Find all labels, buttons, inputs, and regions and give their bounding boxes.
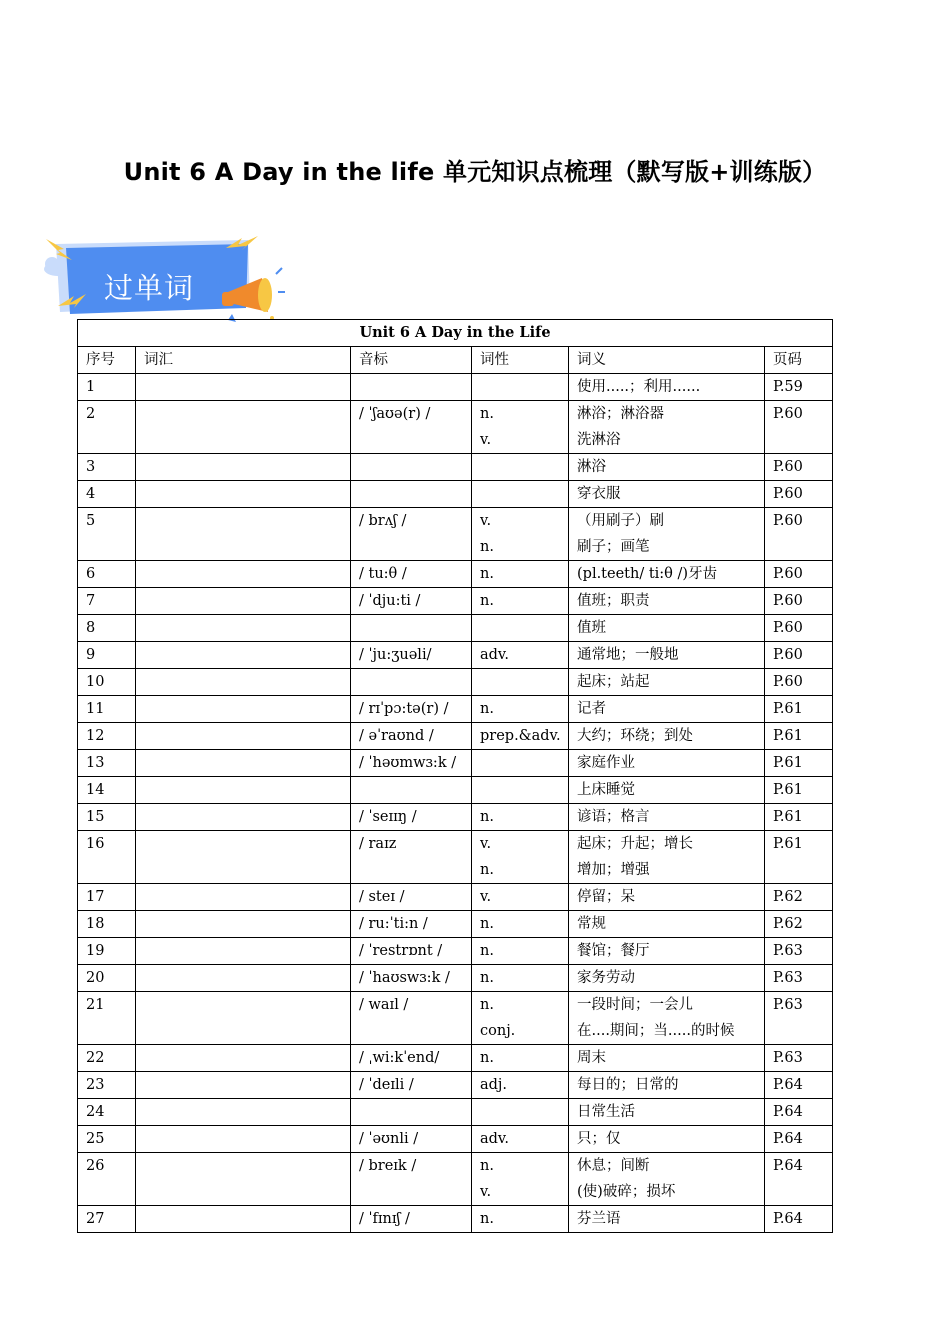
cell-meaning-line: 日常生活	[577, 1104, 635, 1120]
cell-meaning	[569, 965, 765, 992]
cell-meaning	[569, 481, 765, 508]
cell-meaning	[569, 454, 765, 481]
cell-number: 26	[78, 1153, 136, 1206]
cell-number: 18	[78, 911, 136, 938]
cell-page: P.63	[765, 965, 833, 992]
cell-word	[136, 1153, 351, 1206]
cell-word	[136, 1099, 351, 1126]
cell-meaning	[569, 938, 765, 965]
table-row	[78, 508, 833, 561]
cell-meaning	[569, 750, 765, 777]
cell-phonetic: / ˈdeɪli /	[351, 1072, 472, 1099]
cell-part-of-speech	[472, 374, 569, 401]
cell-meaning-line: 值班	[577, 620, 606, 636]
cell-number: 24	[78, 1099, 136, 1126]
section-banner	[36, 234, 286, 326]
cell-page: P.60	[765, 588, 833, 615]
cell-part-of-speech	[472, 1099, 569, 1126]
cell-meaning-line: 淋浴	[577, 459, 606, 475]
cell-page: P.61	[765, 723, 833, 750]
cell-phonetic: / ˌwi:kˈend/	[351, 1045, 472, 1072]
cell-meaning-line: （用刷子）刷	[577, 513, 664, 529]
cell-phonetic: / tu:θ /	[351, 561, 472, 588]
cell-word	[136, 508, 351, 561]
cell-meaning-line: 使用.....；利用......	[577, 379, 701, 395]
cell-number: 27	[78, 1206, 136, 1233]
table-row	[78, 884, 833, 911]
cell-number: 9	[78, 642, 136, 669]
cell-part-of-speech	[472, 454, 569, 481]
cell-phonetic: / ˈhaʊswɜ:k /	[351, 965, 472, 992]
table-row	[78, 481, 833, 508]
cell-page: P.63	[765, 938, 833, 965]
cell-part-of-speech	[472, 508, 569, 561]
cell-page: P.62	[765, 884, 833, 911]
cell-word	[136, 454, 351, 481]
cell-meaning-line: 家务劳动	[577, 970, 635, 986]
cell-meaning-line: 淋浴；淋浴器	[577, 406, 664, 422]
cell-part-of-speech	[472, 669, 569, 696]
cell-number: 2	[78, 401, 136, 454]
cell-part-of-speech-line: v.	[480, 836, 492, 852]
table-row	[78, 1153, 833, 1206]
cell-word	[136, 1072, 351, 1099]
cell-meaning-line: 起床；升起；增长	[577, 836, 693, 852]
table-row	[78, 938, 833, 965]
cell-part-of-speech-line: n.	[480, 1211, 494, 1227]
cell-meaning	[569, 723, 765, 750]
cell-part-of-speech	[472, 401, 569, 454]
cell-phonetic: / brʌʃ /	[351, 508, 472, 561]
cell-number: 10	[78, 669, 136, 696]
cell-meaning-line: 休息；间断	[577, 1158, 650, 1174]
cell-meaning	[569, 508, 765, 561]
table-row	[78, 1099, 833, 1126]
table-caption-row	[78, 320, 833, 347]
cell-number: 5	[78, 508, 136, 561]
cell-page: P.60	[765, 669, 833, 696]
cell-word	[136, 965, 351, 992]
cell-word	[136, 374, 351, 401]
header-meaning: 词义	[569, 347, 765, 374]
cell-meaning	[569, 696, 765, 723]
cell-page: P.64	[765, 1206, 833, 1233]
cell-meaning-line: (使)破碎；损坏	[577, 1184, 676, 1200]
table-row	[78, 1126, 833, 1153]
header-word: 词汇	[136, 347, 351, 374]
cell-part-of-speech-line: n.	[480, 593, 494, 609]
cell-page: P.61	[765, 750, 833, 777]
cell-part-of-speech-line: n.	[480, 809, 494, 825]
table-row	[78, 777, 833, 804]
cell-meaning-line: 增加；增强	[577, 862, 650, 878]
cell-meaning-line: 家庭作业	[577, 755, 635, 771]
table-row	[78, 588, 833, 615]
banner-label: 过单词	[104, 271, 195, 305]
cell-page: P.60	[765, 401, 833, 454]
cell-part-of-speech-line: v.	[480, 1184, 492, 1200]
cell-phonetic: / ˈfɪnɪʃ /	[351, 1206, 472, 1233]
cell-part-of-speech-line: n.	[480, 970, 494, 986]
cell-page: P.61	[765, 696, 833, 723]
cell-part-of-speech-line	[480, 615, 568, 641]
cell-part-of-speech	[472, 588, 569, 615]
cell-part-of-speech	[472, 777, 569, 804]
cell-meaning-line: 停留；呆	[577, 889, 635, 905]
cell-meaning-line: 在....期间；当.....的时候	[577, 1023, 735, 1039]
cell-part-of-speech-line: n.	[480, 406, 494, 422]
cell-meaning	[569, 831, 765, 884]
cell-part-of-speech-line	[480, 454, 568, 480]
cell-part-of-speech	[472, 750, 569, 777]
cell-meaning	[569, 374, 765, 401]
cell-part-of-speech	[472, 1206, 569, 1233]
cell-page: P.60	[765, 508, 833, 561]
cell-part-of-speech-line: conj.	[480, 1023, 516, 1039]
cell-meaning-line: (pl.teeth/ ti:θ /)牙齿	[577, 566, 718, 582]
cell-page: P.60	[765, 615, 833, 642]
cell-meaning-line: 上床睡觉	[577, 782, 635, 798]
cell-phonetic: / breɪk /	[351, 1153, 472, 1206]
cell-number: 20	[78, 965, 136, 992]
cell-part-of-speech	[472, 911, 569, 938]
table-row	[78, 992, 833, 1045]
cell-part-of-speech	[472, 481, 569, 508]
cell-word	[136, 884, 351, 911]
cell-phonetic	[351, 454, 472, 481]
cell-phonetic: / əˈraʊnd /	[351, 723, 472, 750]
cell-word	[136, 669, 351, 696]
cell-part-of-speech	[472, 696, 569, 723]
cell-phonetic: / ˈdju:ti /	[351, 588, 472, 615]
cell-part-of-speech-line: adv.	[480, 1131, 510, 1147]
cell-word	[136, 992, 351, 1045]
cell-meaning-line: 餐馆；餐厅	[577, 943, 650, 959]
header-page: 页码	[765, 347, 833, 374]
table-row	[78, 804, 833, 831]
cell-meaning	[569, 615, 765, 642]
cell-part-of-speech	[472, 804, 569, 831]
cell-page: P.64	[765, 1099, 833, 1126]
cell-meaning	[569, 669, 765, 696]
cell-page: P.63	[765, 1045, 833, 1072]
cell-meaning-line: 每日的；日常的	[577, 1077, 679, 1093]
cell-page: P.61	[765, 831, 833, 884]
cell-phonetic	[351, 1099, 472, 1126]
cell-word	[136, 831, 351, 884]
cell-part-of-speech	[472, 831, 569, 884]
cell-phonetic	[351, 615, 472, 642]
cell-part-of-speech-line: n.	[480, 997, 494, 1013]
cell-word	[136, 401, 351, 454]
cell-meaning-line: 大约；环绕；到处	[577, 728, 693, 744]
cell-part-of-speech-line	[480, 1099, 568, 1125]
cell-word	[136, 1206, 351, 1233]
cell-page: P.60	[765, 481, 833, 508]
cell-meaning-line: 起床；站起	[577, 674, 650, 690]
cell-number: 15	[78, 804, 136, 831]
cell-part-of-speech	[472, 965, 569, 992]
cell-phonetic: / ˈrestrɒnt /	[351, 938, 472, 965]
cell-word	[136, 588, 351, 615]
cell-page: P.61	[765, 804, 833, 831]
cell-word	[136, 777, 351, 804]
cell-meaning	[569, 1099, 765, 1126]
cell-part-of-speech-line: n.	[480, 1158, 494, 1174]
cell-part-of-speech-line: v.	[480, 513, 492, 529]
cell-number: 22	[78, 1045, 136, 1072]
cell-page: P.60	[765, 642, 833, 669]
cell-meaning	[569, 1045, 765, 1072]
table-header-row	[78, 347, 833, 374]
cell-page: P.64	[765, 1126, 833, 1153]
cell-meaning-line: 记者	[577, 701, 606, 717]
cell-part-of-speech	[472, 561, 569, 588]
table-row	[78, 561, 833, 588]
cell-number: 6	[78, 561, 136, 588]
cell-part-of-speech-line: v.	[480, 432, 492, 448]
cell-number: 12	[78, 723, 136, 750]
header-number: 序号	[78, 347, 136, 374]
header-part-of-speech: 词性	[472, 347, 569, 374]
cell-phonetic	[351, 669, 472, 696]
cell-word	[136, 696, 351, 723]
table-row	[78, 1072, 833, 1099]
cell-number: 16	[78, 831, 136, 884]
cell-part-of-speech-line: n.	[480, 862, 494, 878]
cell-part-of-speech-line: prep.&adv.	[480, 728, 561, 744]
cell-number: 19	[78, 938, 136, 965]
cell-part-of-speech	[472, 723, 569, 750]
cell-page: P.63	[765, 992, 833, 1045]
cell-meaning	[569, 911, 765, 938]
cell-part-of-speech	[472, 642, 569, 669]
cell-phonetic: / ˈəʊnli /	[351, 1126, 472, 1153]
cell-part-of-speech-line: n.	[480, 566, 494, 582]
table-row	[78, 615, 833, 642]
vocabulary-table	[77, 319, 833, 1233]
cell-meaning	[569, 1153, 765, 1206]
cell-word	[136, 911, 351, 938]
cell-phonetic: / steɪ /	[351, 884, 472, 911]
cell-meaning	[569, 992, 765, 1045]
cell-phonetic: / ru:ˈti:n /	[351, 911, 472, 938]
cell-word	[136, 938, 351, 965]
table-row	[78, 750, 833, 777]
cell-meaning-line: 周末	[577, 1050, 606, 1066]
cell-number: 3	[78, 454, 136, 481]
cell-part-of-speech	[472, 884, 569, 911]
cell-part-of-speech-line: adv.	[480, 647, 510, 663]
cell-part-of-speech	[472, 1045, 569, 1072]
table-row	[78, 696, 833, 723]
cell-meaning-line: 值班；职责	[577, 593, 650, 609]
cell-meaning	[569, 561, 765, 588]
table-row	[78, 911, 833, 938]
cell-meaning	[569, 401, 765, 454]
table-row	[78, 669, 833, 696]
cell-word	[136, 1126, 351, 1153]
cell-meaning-line: 谚语；格言	[577, 809, 650, 825]
cell-meaning-line: 常规	[577, 916, 606, 932]
cell-phonetic: / waɪl /	[351, 992, 472, 1045]
cell-meaning	[569, 804, 765, 831]
cell-part-of-speech	[472, 615, 569, 642]
cell-number: 8	[78, 615, 136, 642]
table-row	[78, 374, 833, 401]
cell-word	[136, 481, 351, 508]
cell-number: 17	[78, 884, 136, 911]
cell-word	[136, 615, 351, 642]
cell-phonetic: / raɪz	[351, 831, 472, 884]
cell-meaning-line: 刷子；画笔	[577, 539, 650, 555]
cell-number: 21	[78, 992, 136, 1045]
cell-word	[136, 804, 351, 831]
table-body	[78, 374, 833, 1233]
cell-meaning	[569, 642, 765, 669]
cell-part-of-speech-line: n.	[480, 943, 494, 959]
cell-meaning	[569, 1072, 765, 1099]
cell-meaning	[569, 1126, 765, 1153]
cell-part-of-speech-line	[480, 669, 568, 695]
cell-part-of-speech-line	[480, 750, 568, 776]
table-row	[78, 1206, 833, 1233]
cell-number: 25	[78, 1126, 136, 1153]
cell-meaning-line: 只；仅	[577, 1131, 621, 1147]
cell-meaning	[569, 1206, 765, 1233]
cell-word	[136, 561, 351, 588]
table-row	[78, 642, 833, 669]
cell-number: 23	[78, 1072, 136, 1099]
cell-part-of-speech	[472, 938, 569, 965]
cell-meaning-line: 洗淋浴	[577, 432, 621, 448]
cell-part-of-speech	[472, 1126, 569, 1153]
page-title: Unit 6 A Day in the life 单元知识点梳理（默写版+训练版）	[123, 158, 827, 186]
cell-part-of-speech-line	[480, 374, 568, 400]
cell-page: P.64	[765, 1153, 833, 1206]
cell-part-of-speech	[472, 1153, 569, 1206]
cell-phonetic	[351, 481, 472, 508]
cell-page: P.61	[765, 777, 833, 804]
cell-page: P.60	[765, 454, 833, 481]
table-row	[78, 401, 833, 454]
cell-part-of-speech-line: n.	[480, 701, 494, 717]
cell-meaning-line: 一段时间；一会儿	[577, 997, 693, 1013]
cell-meaning	[569, 884, 765, 911]
cell-part-of-speech-line: n.	[480, 539, 494, 555]
cell-number: 4	[78, 481, 136, 508]
cell-meaning-line: 通常地；一般地	[577, 647, 679, 663]
cell-phonetic: / ˈju:ʒuəli/	[351, 642, 472, 669]
cell-page: P.64	[765, 1072, 833, 1099]
cell-part-of-speech-line	[480, 481, 568, 507]
cell-meaning-line: 穿衣服	[577, 486, 621, 502]
cell-phonetic: / rɪˈpɔ:tə(r) /	[351, 696, 472, 723]
cell-word	[136, 723, 351, 750]
cell-number: 1	[78, 374, 136, 401]
table-row	[78, 831, 833, 884]
cell-number: 7	[78, 588, 136, 615]
table-row	[78, 1045, 833, 1072]
cell-part-of-speech-line: n.	[480, 916, 494, 932]
cell-page: P.60	[765, 561, 833, 588]
cell-meaning-line: 芬兰语	[577, 1211, 621, 1227]
cell-number: 14	[78, 777, 136, 804]
cell-meaning	[569, 777, 765, 804]
cell-word	[136, 750, 351, 777]
cell-phonetic: / ˈʃaʊə(r) /	[351, 401, 472, 454]
cell-part-of-speech-line: v.	[480, 889, 492, 905]
cell-phonetic	[351, 777, 472, 804]
cell-part-of-speech-line: n.	[480, 1050, 494, 1066]
cell-word	[136, 642, 351, 669]
cell-word	[136, 1045, 351, 1072]
cell-page: P.59	[765, 374, 833, 401]
cell-meaning	[569, 588, 765, 615]
header-phonetic: 音标	[351, 347, 472, 374]
cell-part-of-speech	[472, 992, 569, 1045]
table-row	[78, 454, 833, 481]
cell-number: 13	[78, 750, 136, 777]
table-row	[78, 965, 833, 992]
cell-phonetic	[351, 374, 472, 401]
cell-part-of-speech-line	[480, 777, 568, 803]
cell-page: P.62	[765, 911, 833, 938]
table-caption: Unit 6 A Day in the Life	[78, 320, 833, 347]
cell-phonetic: / ˈseɪɪŋ /	[351, 804, 472, 831]
table-row	[78, 723, 833, 750]
cell-number: 11	[78, 696, 136, 723]
cell-phonetic: / ˈhəʊmwɜ:k /	[351, 750, 472, 777]
cell-part-of-speech-line: adj.	[480, 1077, 508, 1093]
cell-part-of-speech	[472, 1072, 569, 1099]
